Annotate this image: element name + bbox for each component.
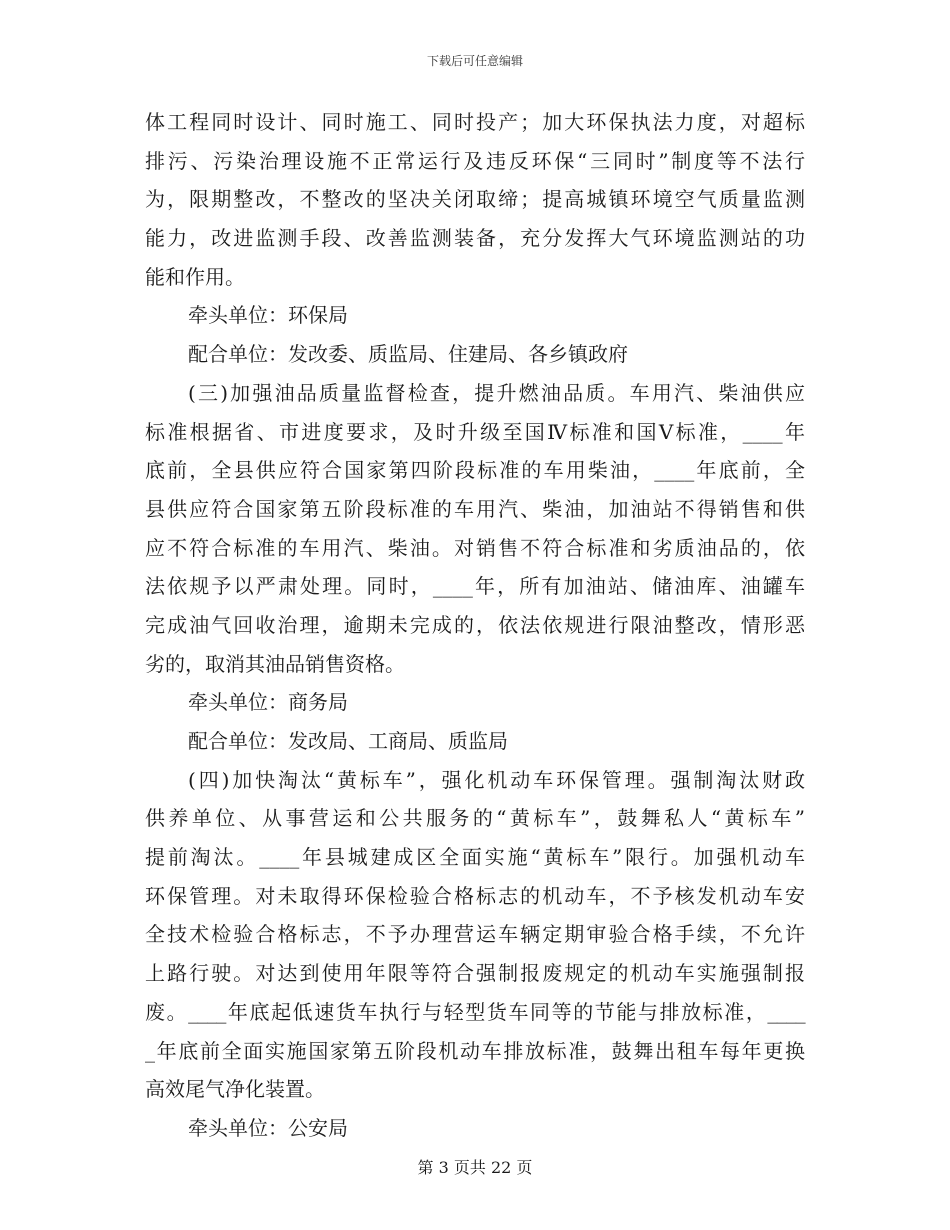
- lead-unit-line: 牵头单位：商务局: [188, 690, 348, 715]
- body-line: 供养单位、从事营运和公共服务的“黄标车”，鼓舞私人“黄标车”: [145, 806, 805, 831]
- body-line: 劣的，取消其油品销售资格。: [145, 651, 405, 676]
- cooperating-unit-line: 配合单位：发改局、工商局、质监局: [188, 729, 508, 753]
- body-line: 排污、污染治理设施不正常运行及违反环保“三同时”制度等不法行: [145, 148, 805, 173]
- cooperating-unit-line: 配合单位：发改委、质监局、住建局、各乡镇政府: [188, 342, 628, 367]
- body-line: _年底前全面实施国家第五阶段机动车排放标准，鼓舞出租车每年更换: [145, 1038, 805, 1063]
- body-line: 提前淘汰。____年县城建成区全面实施“黄标车”限行。加强机动车: [145, 845, 805, 870]
- body-line: 能力，改进监测手段、改善监测装备，充分发挥大气环境监测站的功: [145, 226, 805, 251]
- body-line: 全技术检验合格标志，不予办理营运车辆定期审验合格手续，不允许: [145, 922, 805, 947]
- body-line: 为，限期整改，不整改的坚决关闭取缔；提高城镇环境空气质量监测: [145, 187, 805, 212]
- lead-unit-line: 牵头单位：环保局: [188, 303, 348, 328]
- body-line: 县供应符合国家第五阶段标准的车用汽、柴油，加油站不得销售和供: [145, 496, 805, 521]
- section-heading-line: (四)加快淘汰“黄标车”，强化机动车环保管理。强制淘汰财政: [188, 767, 805, 792]
- body-line: 废。____年底起低速货车执行与轻型货车同等的节能与排放标准，____: [145, 999, 805, 1024]
- page-number: 第 3 页共 22 页: [417, 1158, 533, 1177]
- section-heading-line: (三)加强油品质量监督检查，提升燃油品质。车用汽、柴油供应: [188, 380, 805, 405]
- body-line: 底前，全县供应符合国家第四阶段标准的车用柴油，____年底前，全: [145, 458, 805, 483]
- body-line: 完成油气回收治理，逾期未完成的，依法依规进行限油整改，情形恶: [145, 612, 805, 637]
- body-line: 标准根据省、市进度要求，及时升级至国Ⅳ标准和国Ⅴ标准，____年: [145, 419, 805, 444]
- page-header-note: 下载后可任意编辑: [426, 54, 523, 68]
- body-line: 能和作用。: [145, 264, 245, 289]
- body-line: 法依规予以严肃处理。同时，____年，所有加油站、储油库、油罐车: [145, 574, 805, 599]
- body-line: 应不符合标准的车用汽、柴油。对销售不符合标准和劣质油品的，依: [145, 535, 805, 560]
- body-line: 高效尾气净化装置。: [145, 1077, 325, 1102]
- body-line: 环保管理。对未取得环保检验合格标志的机动车，不予核发机动车安: [145, 883, 805, 908]
- body-line: 上路行驶。对达到使用年限等符合强制报废规定的机动车实施强制报: [145, 961, 805, 986]
- body-line: 体工程同时设计、同时施工、同时投产；加大环保执法力度，对超标: [145, 110, 805, 134]
- lead-unit-line: 牵头单位：公安局: [188, 1115, 348, 1140]
- document-body: [145, 103, 805, 1148]
